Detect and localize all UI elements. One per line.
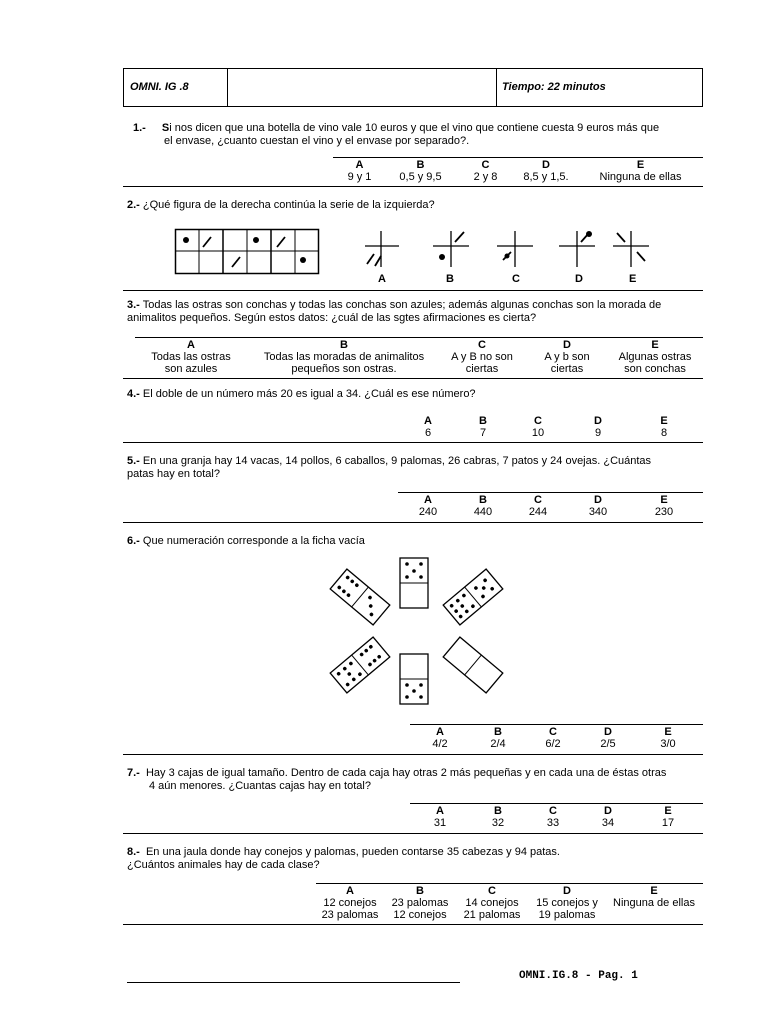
question-8-line2: ¿Cuántos animales hay de cada clase? [127, 859, 320, 871]
q3-option-d[interactable]: D A y b son ciertas [544, 339, 590, 375]
question-7-line1: Hay 3 cajas de igual tamaño. Dentro de cada caja hay otras 2 más pequeñas y en cada una de éstas otras [145, 767, 667, 779]
figure-a[interactable] [365, 231, 399, 267]
figure-d[interactable] [559, 231, 595, 267]
q7-option-b[interactable]: B 32 [491, 805, 505, 829]
q3-options [135, 337, 703, 376]
q8-options [316, 883, 703, 922]
domino-empty [443, 637, 503, 693]
figure-label-b: B [446, 273, 454, 285]
question-3-line1: Todas las ostras son conchas y todas las conchas son azules; además algunas conchas son la morada de [142, 299, 662, 311]
footer-rule [127, 982, 460, 983]
figure-label-d: D [575, 273, 583, 285]
q4-option-b[interactable]: B 7 [479, 415, 487, 439]
answer-figures [365, 229, 655, 269]
domino-bottom-left [330, 637, 390, 693]
question-5-line1: En una granja hay 14 vacas, 14 pollos, 6 caballos, 9 palomas, 26 cabras, 7 patos y 24 ovejas. ¿Cuántas [142, 455, 652, 467]
q6-option-a[interactable]: A 4/2 [432, 726, 448, 750]
q7-option-e[interactable]: E 17 [661, 805, 675, 829]
header-time: Tiempo: 22 minutos [502, 81, 606, 93]
q6-option-b[interactable]: B 2/4 [490, 726, 506, 750]
divider [123, 522, 703, 523]
figure-label-c: C [512, 273, 520, 285]
divider [123, 290, 703, 291]
q3-option-c[interactable]: C A y B no son ciertas [451, 339, 513, 375]
q4-option-e[interactable]: E 8 [660, 415, 668, 439]
header-code-cell [124, 69, 228, 106]
divider [123, 833, 703, 834]
question-4: 4.- El doble de un número más 20 es igual a 34. ¿Cuál es ese número? [127, 388, 476, 400]
question-8-line1: En una jaula donde hay conejos y palomas, pueden contarse 35 cabezas y 94 patas. [145, 846, 560, 858]
question-2-text: ¿Qué figura de la derecha continúa la serie de la izquierda? [142, 199, 435, 211]
q5-option-c[interactable]: C 244 [528, 494, 548, 518]
domino-top-right [443, 569, 503, 625]
question-8: 8.- En una jaula donde hay conejos y palomas, pueden contarse 35 cabezas y 94 patas. ¿Cuántos animales hay de cada clase? [127, 846, 560, 871]
question-5-line2: patas hay en total? [127, 468, 220, 480]
figure-c[interactable] [497, 231, 533, 267]
domino-top [400, 558, 428, 608]
divider [123, 754, 703, 755]
figure-label-e: E [629, 273, 637, 285]
q7-option-a[interactable]: A 31 [433, 805, 447, 829]
figure-label-a: A [378, 273, 386, 285]
divider [123, 378, 703, 379]
figure-e[interactable] [613, 231, 649, 267]
question-6-text: Que numeración corresponde a la ficha vacía [142, 535, 365, 547]
question-6: 6.- Que numeración corresponde a la ficha vacía [127, 535, 365, 547]
q3-option-b[interactable]: B Todas las moradas de animalitos pequeños son ostras. [263, 339, 425, 375]
question-3-line2: animalitos pequeños. Según estos datos: ¿cuál de las sgtes afirmaciones es cierta? [127, 312, 537, 324]
q4-option-d[interactable]: D 9 [594, 415, 602, 439]
domino-figure [325, 555, 510, 715]
question-1-line2: el envase, ¿cuanto cuestan el vino y el envase por separado?. [164, 135, 470, 147]
q6-option-d[interactable]: D 2/5 [600, 726, 616, 750]
q8-option-e[interactable]: E Ninguna de ellas [613, 885, 695, 909]
q3-option-e[interactable]: E Algunas ostras son conchas [618, 339, 692, 375]
header-time-cell [496, 69, 703, 106]
question-1-line1: i nos dicen que una botella de vino vale 10 euros y que el vino que contiene cuesta 9 euros más que [169, 122, 660, 134]
domino-bottom [400, 654, 428, 704]
q8-option-c[interactable]: C 14 conejos 21 palomas [463, 885, 521, 921]
q5-option-d[interactable]: D 340 [588, 494, 608, 518]
q1-option-a[interactable]: A 9 y 1 [347, 159, 372, 183]
q1-option-e[interactable]: E Ninguna de ellas [599, 159, 682, 183]
q8-option-a[interactable]: A 12 conejos 23 palomas [321, 885, 379, 921]
sequence-figure [175, 229, 320, 275]
divider [123, 442, 703, 443]
question-7: 7.- Hay 3 cajas de igual tamaño. Dentro de cada caja hay otras 2 más pequeñas y en cada una de éstas otras 4 aún menores. ¿Cuantas cajas hay en total? [127, 767, 667, 792]
q8-option-b[interactable]: B 23 palomas 12 conejos [391, 885, 449, 921]
q7-option-d[interactable]: D 34 [601, 805, 615, 829]
q1-options [333, 157, 703, 184]
question-1 [133, 122, 659, 148]
q5-options [398, 492, 703, 519]
q6-option-c[interactable]: C 6/2 [545, 726, 561, 750]
header-code: OMNI. IG .8 [130, 81, 189, 93]
question-5: 5.- En una granja hay 14 vacas, 14 pollos, 6 caballos, 9 palomas, 26 cabras, 7 patos y 24 ovejas. ¿Cuántas patas hay en total? [127, 455, 652, 480]
question-2: 2.- ¿Qué figura de la derecha continúa la serie de la izquierda? [127, 199, 435, 211]
q1-option-c[interactable]: C 2 y 8 [473, 159, 498, 183]
q7-options [410, 803, 703, 830]
q6-options [410, 724, 703, 751]
q5-option-b[interactable]: B 440 [473, 494, 493, 518]
q5-option-e[interactable]: E 230 [654, 494, 674, 518]
question-7-line2: 4 aún menores. ¿Cuantas cajas hay en total? [149, 780, 371, 792]
question-4-text: El doble de un número más 20 es igual a 34. ¿Cuál es ese número? [142, 388, 476, 400]
domino-top-left [330, 569, 390, 625]
q4-options [398, 414, 703, 440]
q4-option-c[interactable]: C 10 [531, 415, 545, 439]
question-3: 3.- Todas las ostras son conchas y todas las conchas son azules; además algunas conchas son la morada de animalitos pequeños. Según estos datos: ¿cuál de las sgtes afirmaciones es cierta? [127, 299, 662, 324]
q1-option-b[interactable]: B 0,5 y 9,5 [399, 159, 442, 183]
header-table [123, 68, 703, 107]
q7-option-c[interactable]: C 33 [546, 805, 560, 829]
divider [123, 924, 703, 925]
footer-page: OMNI.IG.8 - Pag. 1 [519, 970, 638, 982]
q3-option-a[interactable]: A Todas las ostras son azules [151, 339, 231, 375]
q4-option-a[interactable]: A 6 [424, 415, 432, 439]
q5-option-a[interactable]: A 240 [418, 494, 438, 518]
question-number: 1.- [133, 122, 146, 134]
question-1-initial: S [161, 122, 170, 134]
q8-option-d[interactable]: D 15 conejos y 19 palomas [536, 885, 598, 921]
divider [123, 186, 703, 187]
q6-option-e[interactable]: E 3/0 [660, 726, 676, 750]
figure-b[interactable] [433, 231, 469, 267]
q1-option-d[interactable]: D 8,5 y 1,5. [523, 159, 569, 183]
